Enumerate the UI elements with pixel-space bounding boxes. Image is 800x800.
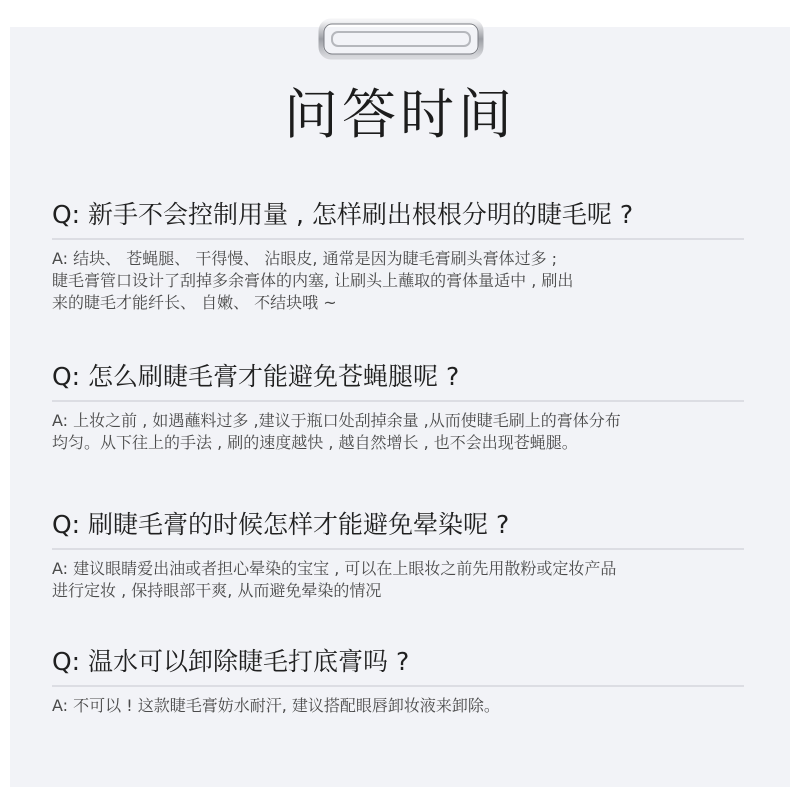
qa-item [52,360,752,454]
answer-text: A: 上妆之前 , 如遇蘸料过多 ,建议于瓶口处刮掉余量 ,从而使睫毛刷上的膏体分布 均匀。从下往上的手法 , 刷的速度越快 , 越自然增长 , 也不会出现苍蝇腿。 [52,411,621,452]
answer-text: A: 结块、 苍蝇腿、 干得慢、 沾眼皮, 通常是因为睫毛膏刷头膏体过多 ; 睫毛膏管口设计了刮掉多余膏体的内塞, 让刷头上蘸取的膏体量适中 , 刷出 来的睫毛才能纤长、 自嫩、 不结块哦 ~ [52,249,574,312]
question-text: Q: 怎么刷睫毛膏才能避免苍蝇腿呢 ? [52,362,460,391]
divider [52,548,744,550]
divider [52,238,744,240]
page-title: 问答时间 [284,83,516,146]
answer-text: A: 建议眼睛爱出油或者担心晕染的宝宝 , 可以在上眼妆之前先用散粉或定妆产品 进行定妆 , 保持眼部干爽, 从而避免晕染的情况 [52,559,617,600]
question-text: Q: 刷睫毛膏的时候怎样才能避免晕染呢 ? [52,510,510,539]
question-text: Q: 温水可以卸除睫毛打底膏吗 ? [52,647,410,676]
answer-text: A: 不可以 ! 这款睫毛膏妨水耐汗, 建议搭配眼唇卸妆液来卸除。 [52,696,500,715]
question-text: Q: 新手不会控制用量 , 怎样刷出根根分明的睫毛呢 ? [52,200,634,229]
clipboard-clip-icon [318,18,484,60]
divider [52,400,744,402]
qa-item [52,198,752,314]
divider [52,685,744,687]
qa-item [52,508,752,602]
qa-item [52,645,752,717]
